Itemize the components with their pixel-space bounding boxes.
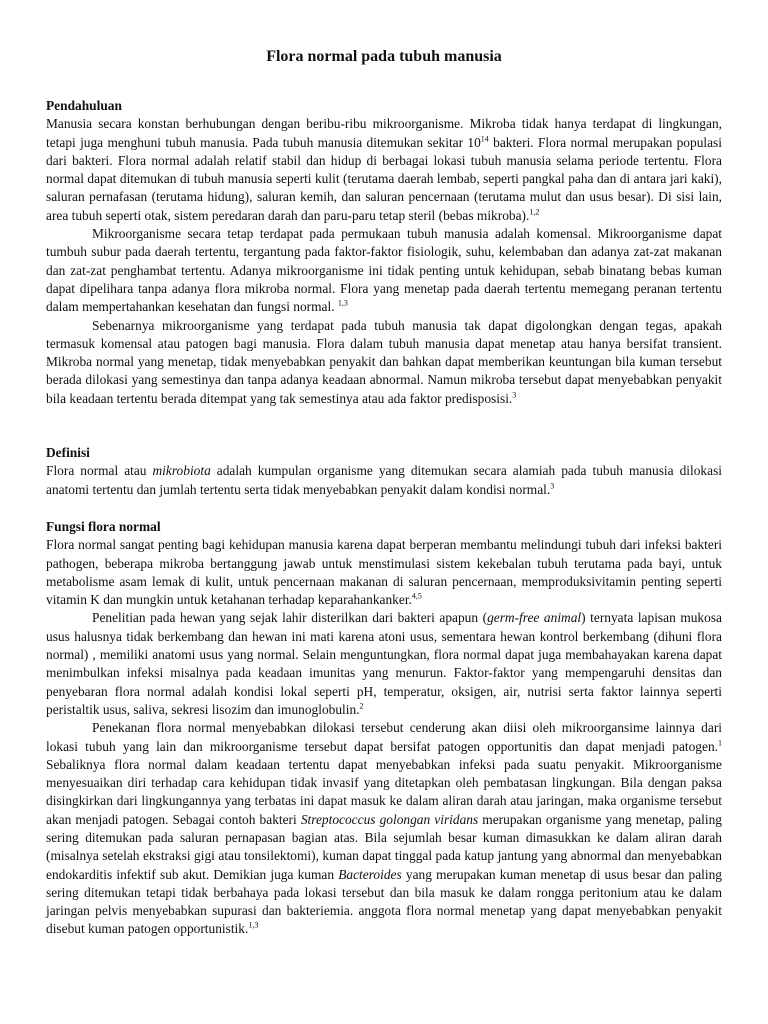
intro-paragraph-2: Mikroorganisme secara tetap terdapat pada permukaan tubuh manusia adalah komensal. Mikroorganisme dapat tumbuh subur pada daerah tertentu, tergantung pada faktor-faktor fisiologik, suhu, kelembaban dan adanya zat-zat makanan dan zat-zat penghambat tertentu. Adanya mikroorganisme ini tidak penting untuk kehidupan, sebab binatang bebas kuman dapat dipelihara tanpa adanya flora mikroba normal. Flora yang menetap pada daerah tertentu memegang peranan tertentu dalam mempertahankan kesehatan dan fungsi normal. $^{1,3}$	[46, 226, 722, 315]
function-paragraph-3: Penekanan flora normal menyebabkan dilokasi tersebut cenderung akan diisi oleh mikroorgansime lainnya dari lokasi tubuh yang lain dan mikroorganisme tersebut dapat bersifat patogen opportunitis dan dapat menjadi patogen.$^1$ Sebaliknya flora normal dalam keadaan tertentu dapat menyebabkan infeksi pada suatu penyakit. Mikroorganisme menyesuaikan diri terhadap cara kehidupan tidak invasif yang ditetapkan oleh pembatasan lingkungan. Bila dengan paksa disingkirkan dari lingkungannya yang terbatas ini dapat masuk ke dalam aliran darah atau jaringan, maka organisme tersebut akan menjadi patogen. Sebagai contoh bakteri Streptococcus golongan viridans merupakan organisme yang menetap, paling sering ditemukan pada saluran pernapasan bagian atas. Bila sejumlah besar kuman dimasukkan ke dalam aliran darah (misalnya setelah ekstraksi gigi atau tonsilektomi), kuman dapat tinggal pada katup jantung yang abnormal dan menyebabkan endokarditis infektif sub akut. Demikian juga kuman Bacteroides yang merupakan kuman menetap di usus besar dan paling sering ditemukan tetapi tidak berbahaya pada lokasi tersebut dan bila masuk ke dalam rongga peritonium atau ke dalam jaringan pelvis menyebabkan supurasi dan bakteriemia. anggota flora normal menetap yang dapat menyebabkan penyakit disebut kuman patogen opportunistik.$^{1,3}$	[46, 720, 722, 937]
section-heading-function: Fungsi flora normal	[46, 518, 161, 534]
section-spacer	[46, 408, 722, 426]
intro-paragraph-1: Manusia secara konstan berhubungan dengan beribu-ribu mikroorganisme. Mikroba tidak hanya terdapat di lingkungan, tetapi juga menghuni tubuh manusia. Pada tubuh manusia ditemukan sekitar $10^{14}$ bakteri. Flora normal merupakan populasi dari bakteri. Flora normal adalah relatif stabil dan hidup di berbagai lokasi tubuh manusia selama periode tertentu. Flora normal dapat ditemukan di tubuh manusia seperti kulit (terutama daerah lembab, seperti pangkal paha dan di antara jari kaki), saluran pernafasan (terutama hidung), saluran kemih, dan saluran pencernaan (terutama mulut dan usus besar). Di sisi lain, area tubuh seperti otak, sistem peredaran darah dan paru-paru tetap steril (bebas mikroba).$^{1,2}$	[46, 116, 722, 223]
intro-paragraph-3: Sebenarnya mikroorganisme yang terdapat pada tubuh manusia tak dapat digolongkan dengan tegas, apakah termasuk komensal atau patogen bagi manusia. Flora dalam tubuh manusia dapat menetap atau hanya bersifat transient. Mikroba normal yang menetap, tidak menyebabkan penyakit dan bahkan dapat memberikan keuntungan bila kuman tersebut berada dilokasi yang semestinya dan tanpa adanya keadaan abnormal. Namun mikroba tersebut dapat menyebabkan penyakit bila keadaan tertentu berada ditempat yang tak semestinya atau ada faktor predisposisi.$^3$	[46, 317, 722, 406]
section-heading-definition: Definisi	[46, 445, 90, 461]
page-title: Flora normal pada tubuh manusia	[266, 48, 502, 65]
section-spacer	[46, 426, 722, 444]
section-spacer	[46, 499, 722, 518]
definition-paragraph: Flora normal atau mikrobiota adalah kumpulan organisme yang ditemukan secara alamiah pada tubuh manusia dilokasi anatomi tertentu dan jumlah tertentu serta tidak menyebabkan penyakit dalam kondisi normal.$^3$	[46, 463, 722, 497]
function-paragraph-1: Flora normal sangat penting bagi kehidupan manusia karena dapat berperan membantu melindungi tubuh dari infeksi bakteri pathogen, beberapa mikroba bertanggung jawab untuk menstimulasi sistem kekebalan tubuh terutama pada bayi, untuk metabolisme asam lemak di kulit, untuk pencernaan makanan di saluran pencernaan, memproduksivitamin penting seperti vitamin K dan mungkin untuk ketahanan terhadap keparahankanker.$^{4,5}$	[46, 537, 722, 608]
section-heading-intro: Pendahuluan	[46, 98, 122, 113]
function-paragraph-2: Penelitian pada hewan yang sejak lahir disterilkan dari bakteri apapun (germ-free animal) ternyata lapisan mukosa usus halusnya tidak berkembang dan hewan ini mati karena atoni usus, sementara hewan kontrol berkembang (dihuni flora normal) , memiliki anatomi usus yang normal. Selain menguntungkan, flora normal dapat juga membahayakan karena dapat menimbulkan infeksi misalnya pada keadaan imunitas yang menurun. Faktor-faktor yang mempengaruhi densitas dan penyebaran flora normal adalah kondisi lokal seperti pH, temperatur, oksigen, air, nutrisi serta faktor lainnya seperti peristaltik usus, saliva, sekresi lisozim dan imunoglobulin.$^2$	[46, 610, 722, 717]
